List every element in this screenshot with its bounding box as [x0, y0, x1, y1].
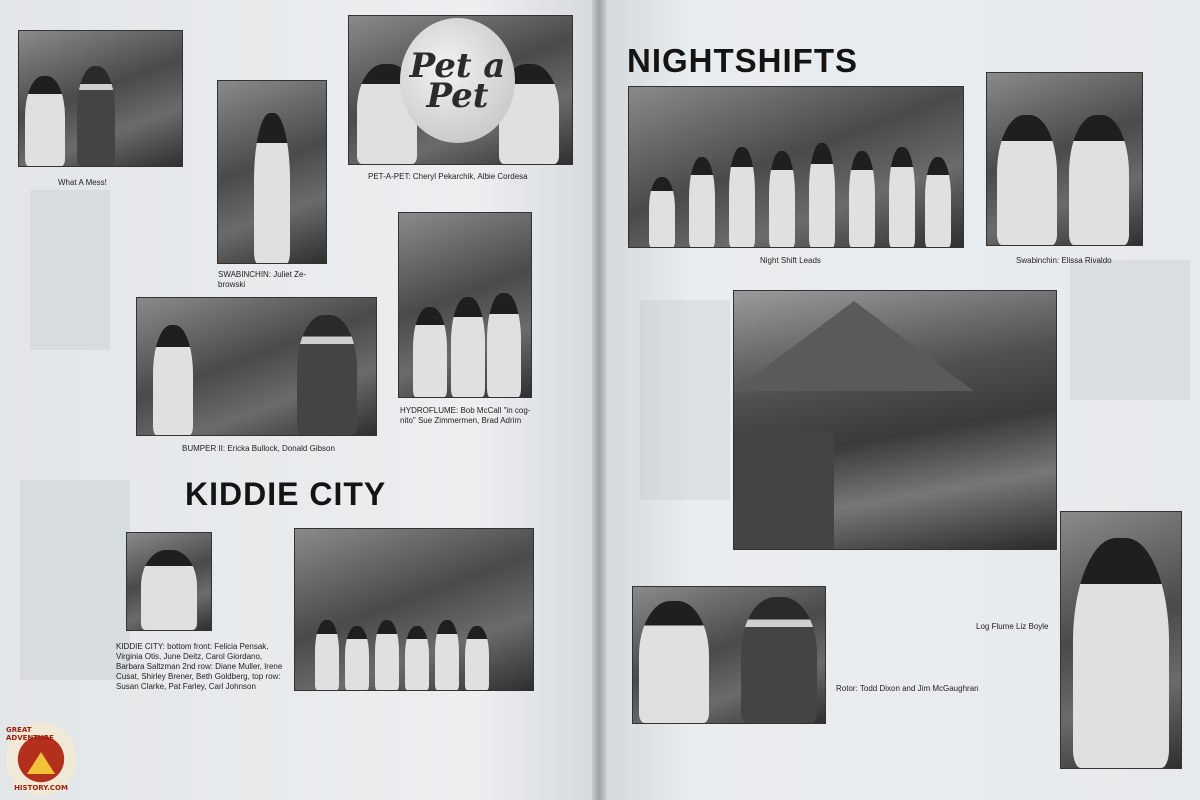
book-gutter: [592, 0, 606, 800]
background-ghost: [30, 190, 110, 350]
watermark-top-text: GREAT ADVENTURE: [6, 726, 54, 742]
caption-night-shift-leads: Night Shift Leads: [760, 256, 821, 265]
caption-log-flume: Log Flume Liz Boyle: [976, 622, 1049, 631]
photo-kiddie-city-group: [294, 528, 534, 691]
photo-bumper: [136, 297, 377, 436]
caption-kiddie-city: KIDDIE CITY: bottom front: Felicia Pensak, Virginia Otis, June Deitz, Carol Giordano, Barbara Saltzman 2nd row: Diane Muller, Irene Cusat, Shirley Brener, Beth Goldberg, top row: Susan Clarke, Pat Farley, Carl Johnson: [116, 642, 283, 691]
photo-swabinchin-left: [217, 80, 327, 264]
background-ghost: [20, 480, 130, 680]
photo-night-shift-leads: [628, 86, 964, 248]
photo-what-a-mess: [18, 30, 183, 167]
tent-icon: [27, 752, 55, 774]
photo-log-flume-liz: [1060, 511, 1182, 769]
photo-kiddie-city-child: [126, 532, 212, 631]
caption-bumper: BUMPER II: Ericka Bullock, Donald Gibson: [182, 444, 335, 453]
caption-pet-a-pet: PET-A-PET: Cheryl Pekarchik, Albie Cordesa: [368, 172, 528, 181]
nightshifts-heading: NIGHTSHIFTS: [627, 42, 858, 79]
photo-log-flume: [733, 290, 1057, 550]
kiddie-city-heading: KIDDIE CITY: [185, 476, 387, 512]
photo-swabinchin-right: [986, 72, 1143, 246]
watermark-bottom-text: HISTORY.COM: [14, 784, 68, 792]
background-ghost: [1070, 260, 1190, 400]
background-ghost: [640, 300, 730, 500]
photo-hydroflume: [398, 212, 532, 398]
caption-what-a-mess: What A Mess!: [58, 178, 107, 187]
great-adventure-history-watermark: [6, 722, 76, 796]
caption-rotor: Rotor: Todd Dixon and Jim McGaughran: [836, 684, 979, 693]
caption-hydroflume: HYDROFLUME: Bob McCall "in cog-nito" Sue Zimmermen, Brad Adrim: [400, 406, 531, 425]
caption-swabinchin-right: Swabinchin: Elissa Rivaldo: [1016, 256, 1112, 265]
caption-swabinchin-left: SWABINCHIN: Juliet Ze-browski: [218, 270, 307, 289]
photo-rotor: [632, 586, 826, 724]
pet-a-pet-sign: Pet a Pet: [400, 18, 515, 143]
